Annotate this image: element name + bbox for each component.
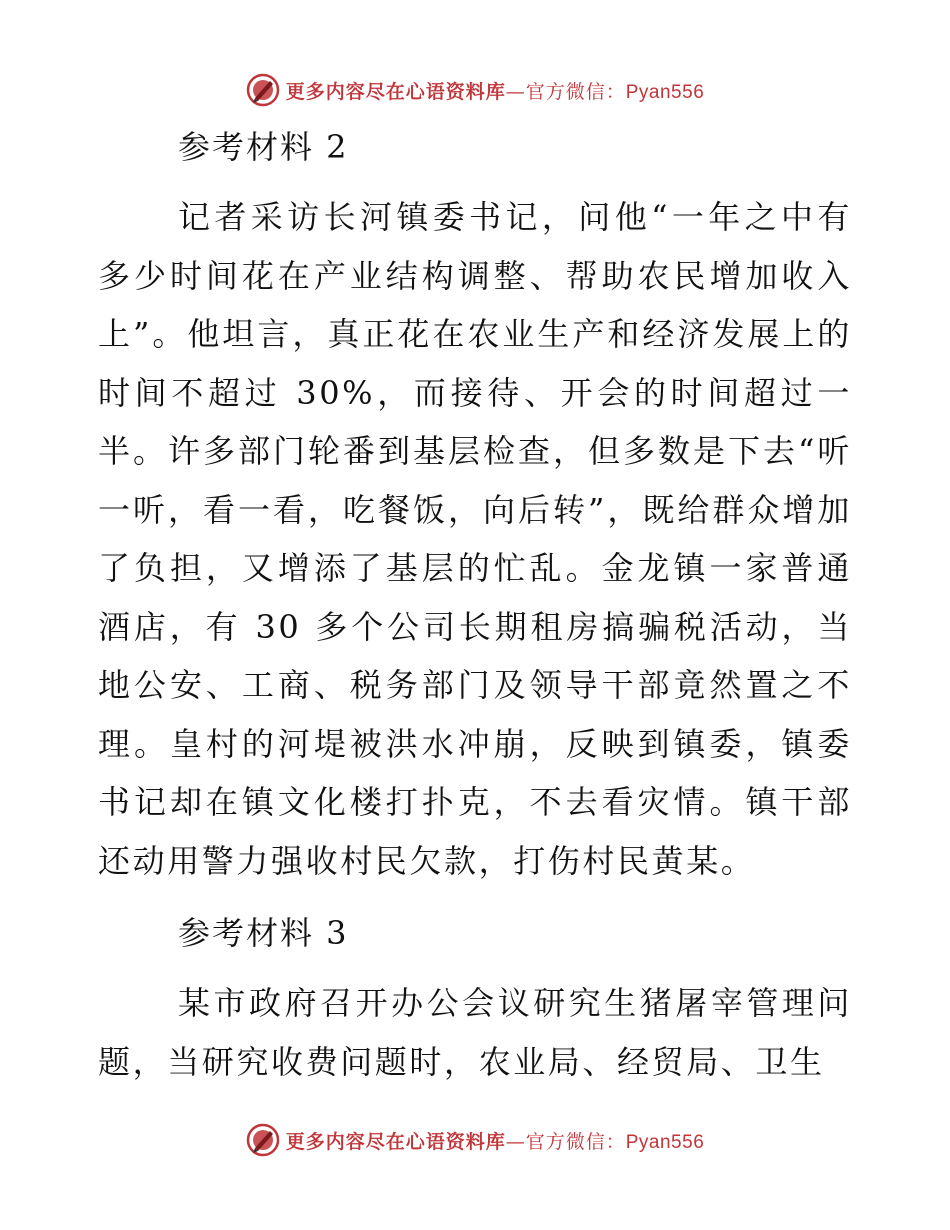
section-paragraph: 记者采访长河镇委书记，问他“一年之中有多少时间花在产业结构调整、帮助农民增加收入上”。他坦言，真正花在农业生产和经济发展上的时间不超过 30%，而接待、开会的时间超过一半。许多部门轮番到基层检查，但多数是下去“听一听，看一看，吃餐饭，向后转”，既给群众增加了负担，又增添了基层的忙乱。金龙镇一家普通酒店，有 30 多个公司长期租房搞骗税活动，当地公安、工商、税务部门及领导干部竟然置之不理。皇村的河堤被洪水冲崩，反映到镇委，镇委书记却在镇文化楼打扑克，不去看灾情。镇干部还动用警力强收村民欠款，打伤村民黄某。 (98, 198, 852, 880)
section-material-3 (98, 904, 852, 1091)
watermark-id: Pyan556 (625, 1131, 705, 1153)
footer-watermark (0, 1120, 950, 1160)
watermark-label: 官方微信： (525, 80, 626, 103)
document-body (98, 118, 852, 1105)
section-material-2 (98, 118, 852, 890)
watermark-main-text: 更多内容尽在心语资料库 (285, 1130, 506, 1153)
section-heading: 参考材料 3 (178, 914, 349, 952)
pen-seal-logo-icon (246, 1123, 280, 1157)
watermark-separator: — (505, 1130, 526, 1153)
section-paragraph: 某市政府召开办公会议研究生猪屠宰管理问题，当研究收费问题时，农业局、经贸局、卫生 (98, 984, 852, 1081)
header-watermark (0, 70, 950, 110)
watermark-id: Pyan556 (625, 81, 705, 103)
pen-seal-logo-icon (246, 73, 280, 107)
watermark-label: 官方微信： (525, 1130, 626, 1153)
section-heading: 参考材料 2 (178, 128, 349, 166)
watermark-main-text: 更多内容尽在心语资料库 (285, 80, 506, 103)
watermark-separator: — (505, 80, 526, 103)
